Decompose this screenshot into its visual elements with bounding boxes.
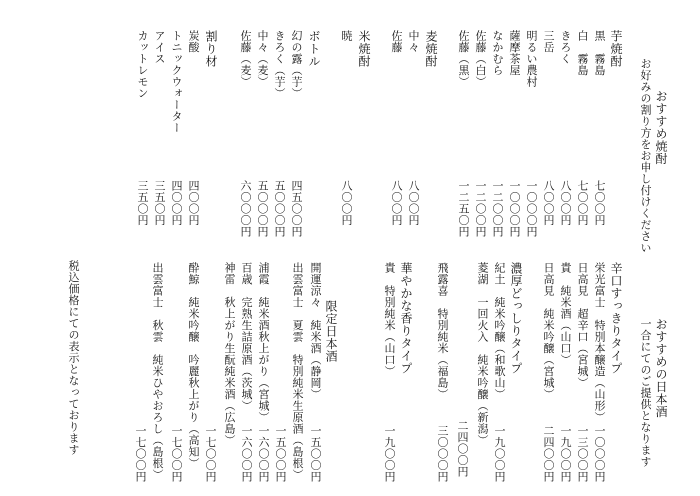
shochu-item-price: 八〇〇円 <box>542 180 555 226</box>
shochu-title: おすすめ焼酎 <box>654 90 668 165</box>
sake-item-price: 一三〇〇円 <box>576 425 589 483</box>
shochu-item-price: 一二五〇円 <box>457 180 470 238</box>
shochu-item-price: 四〇〇円 <box>187 180 200 226</box>
shochu-item-price: 八〇〇円 <box>559 180 572 226</box>
shochu-item-name: 白 霧島 <box>576 30 589 76</box>
sake-item-name: 日高見 超辛口（宮城） <box>576 262 589 389</box>
sake-item-name: 日高見 純米吟醸（宮城） <box>542 262 555 400</box>
sake-item-name: 百歳 完熟生詰原酒（茨城） <box>240 262 253 412</box>
sake-item-price: 一五〇〇円 <box>309 425 322 483</box>
shochu-item-name: 幻の露（芋） <box>290 30 303 99</box>
sake-item-name: 菱湖 一回火入 純米吟醸（新潟） <box>476 262 489 446</box>
sake-item-price: 一〇〇〇円 <box>593 425 606 483</box>
shochu-item-name: なかむら <box>491 30 504 76</box>
sake-item-name: 紀土 純米吟醸（和歌山） <box>493 262 506 400</box>
sake-item-name: 貴 特別純米（山口） <box>383 262 396 377</box>
shochu-item-price: 一〇〇〇円 <box>508 180 521 238</box>
shochu-kome-heading: 米焼酎 <box>357 30 371 68</box>
sake-title: おすすめの日本酒 <box>654 318 668 418</box>
shochu-item-name: 明るい農村 <box>525 30 538 88</box>
sake-item-price: 一九〇〇円 <box>383 425 396 483</box>
shochu-item-price: 四五〇〇円 <box>290 180 303 238</box>
sake-item-price: 二四〇〇円 <box>542 425 555 483</box>
shochu-item-name: 佐藤（白） <box>474 30 487 88</box>
shochu-item-name: 薩摩茶屋 <box>508 30 521 76</box>
sake-item-name: 飛露喜 特別純米（福島） <box>436 262 449 400</box>
shochu-item-price: 七〇〇円 <box>593 180 606 226</box>
shochu-item-name: 炭酸 <box>187 30 200 53</box>
shochu-item-price: 五〇〇〇円 <box>273 180 286 238</box>
shochu-item-price: 八〇〇円 <box>407 180 420 226</box>
sake-item-name: 神雷 秋上がり生酛純米酒（広島） <box>223 262 236 446</box>
shochu-item-name: カットレモン <box>136 30 149 99</box>
shochu-item-name: 三岳 <box>542 30 555 53</box>
shochu-item-price: 八〇〇円 <box>340 180 353 226</box>
shochu-item-name: 中々 <box>407 30 420 53</box>
sake-item-name: 開運涼々 純米酒（静岡） <box>309 262 322 400</box>
shochu-item-price: 一二〇〇円 <box>474 180 487 238</box>
shochu-item-price: 一〇〇〇円 <box>525 180 538 238</box>
shochu-item-price: 三五〇円 <box>153 180 166 226</box>
sake-item-name: 浦霞 純米酒秋上がり（宮城） <box>257 262 270 423</box>
shochu-item-price: 三五〇円 <box>136 180 149 226</box>
sake-item-price: 一五〇〇円 <box>274 425 287 483</box>
shochu-item-name: 佐藤 <box>390 30 403 53</box>
sake-item-price: 一六〇〇円 <box>240 425 253 483</box>
sake-item-name: 栄光富士 特別本醸造（山形） <box>593 262 606 423</box>
shochu-item-name: アイス <box>153 30 166 65</box>
shochu-item-price: 七〇〇円 <box>576 180 589 226</box>
sake-item-price: 一七〇〇円 <box>204 425 217 483</box>
sake-item-price: 一六〇〇円 <box>257 425 270 483</box>
shochu-bottle-heading: ボトル <box>307 30 321 68</box>
shochu-item-price: 四〇〇円 <box>170 180 183 226</box>
shochu-item-price: 五〇〇〇円 <box>256 180 269 238</box>
sake-item-name: 出雲富士 夏雲 特別純米生原酒（島根） <box>291 262 304 481</box>
tax-note: 税込価格にての表示となっております <box>67 260 80 456</box>
sake-item-price: 三〇〇〇円 <box>436 425 449 483</box>
sake-item-price: 二四〇〇円 <box>456 420 469 478</box>
shochu-item-name: 黒 霧島 <box>593 30 606 76</box>
shochu-item-name: トニックウォーター <box>170 30 183 134</box>
sake-item-price: 一七〇〇円 <box>170 425 183 483</box>
shochu-item-name: きろく（芋） <box>273 30 286 99</box>
shochu-item-price: 八〇〇円 <box>390 180 403 226</box>
shochu-item-price: 六〇〇〇円 <box>239 180 252 238</box>
sake-item-name: 貴 純米酒（山口） <box>559 262 572 366</box>
sake-item-name: 出雲富士 秋雲 純米ひやおろし（島根） <box>151 262 164 481</box>
shochu-imo-heading: 芋焼酎 <box>609 30 623 68</box>
shochu-item-name: きろく <box>559 30 572 65</box>
shochu-item-name: 中々（麦） <box>256 30 269 88</box>
shochu-item-name: 佐藤（黒） <box>457 30 470 88</box>
shochu-mixer-heading: 割り材 <box>204 30 218 68</box>
sake-aroma-heading: 華やかな香りタイプ <box>399 262 413 375</box>
shochu-item-price: 一二〇〇円 <box>491 180 504 238</box>
shochu-item-name: 佐藤（麦） <box>239 30 252 88</box>
sake-item-price: 一七〇〇円 <box>134 425 147 483</box>
sake-item-price: 一九〇〇円 <box>559 425 572 483</box>
sake-item-price: 一九〇〇円 <box>493 425 506 483</box>
sake-rich-heading: 濃厚どっしりタイプ <box>509 262 523 375</box>
shochu-subtitle: お好みの割り方をお申し付けください <box>639 58 652 254</box>
sake-limited-heading: 限定日本酒 <box>324 300 338 363</box>
sake-subtitle: 一合にてのご提供となります <box>639 318 652 468</box>
sake-item-name: 酔鯨 純米吟醸 吟麗秋上がり（高知） <box>187 262 200 469</box>
shochu-item-name: 暁 <box>340 30 353 42</box>
shochu-mugi-heading: 麦焼酎 <box>424 30 438 68</box>
sake-dry-heading: 辛口すっきりタイプ <box>609 262 623 375</box>
